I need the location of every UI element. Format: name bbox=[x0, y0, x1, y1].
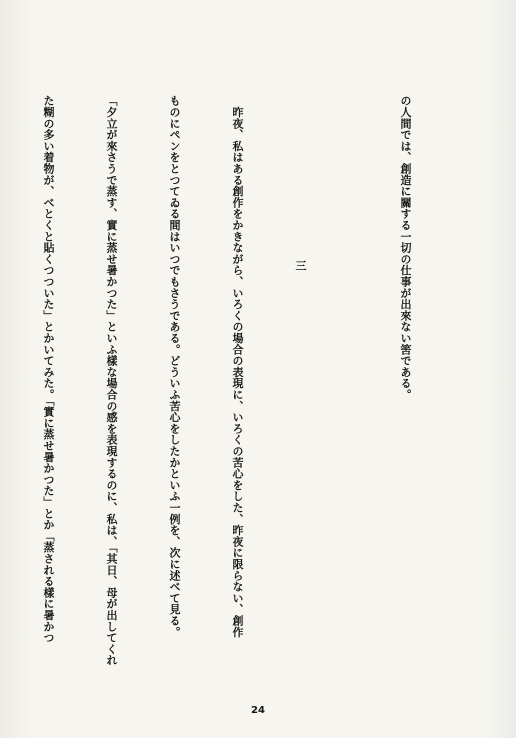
text-line: の人間では、創造に關する一切の仕事が出來ない筈である。 bbox=[399, 95, 412, 401]
text-line: た糊の多い着物が、べとくと貼くつついた」とかいてみた。「實に蒸せ暑かつた」とか「蒸される樣に暑かつ bbox=[42, 95, 55, 644]
page-number: 24 bbox=[251, 705, 265, 716]
text-line: ものにペンをとつてゐる間はいつでもさうである。どういふ苦心をしたかといふ一例を、次に述べて見る。 bbox=[168, 95, 181, 638]
text-line: 「夕立が來さうで蒸す、實に蒸せ暑かつた」といふ樣な場合の感を表現するのに、私は、「其日、母が出してくれ bbox=[105, 95, 118, 666]
section-heading: 三 bbox=[294, 260, 307, 273]
text-line: 昨夜、私はある創作をかきながら、いろくの場合の表現に、いろくの苦心をした、昨夜に限らない、創作 bbox=[231, 95, 244, 638]
vertical-text-body bbox=[0, 95, 458, 675]
